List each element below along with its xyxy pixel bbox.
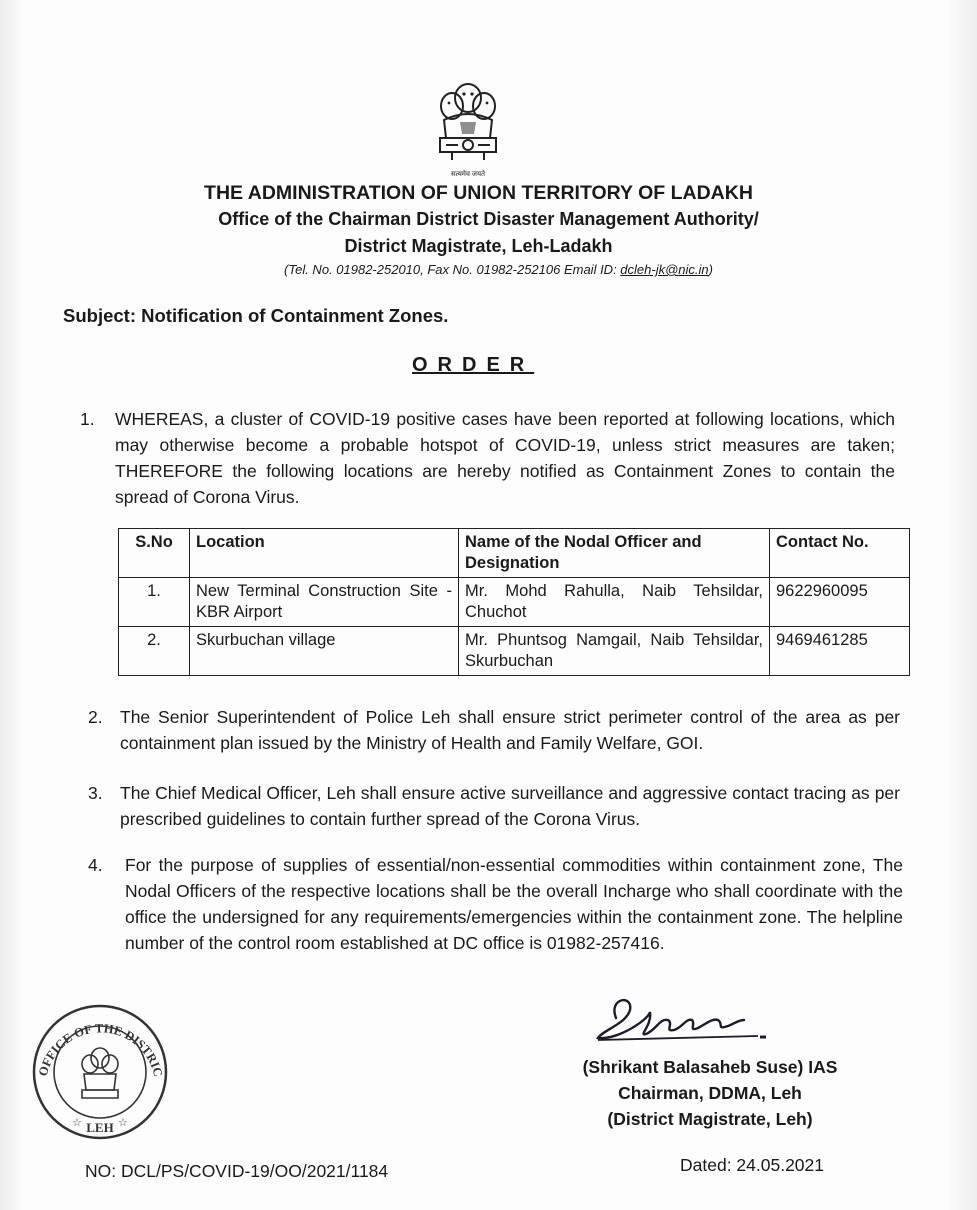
cell-sno: 1. <box>119 578 190 627</box>
cell-nodal-officer: Mr. Mohd Rahulla, Naib Tehsildar, Chuchot <box>459 578 770 627</box>
header-administration: THE ADMINISTRATION OF UNION TERRITORY OF LADAKH <box>204 182 753 204</box>
col-header-location: Location <box>190 529 459 578</box>
contact-close: ) <box>708 262 713 277</box>
paragraph-number: 1. <box>80 409 95 429</box>
header-office: Office of the Chairman District Disaster Management Authority/ <box>218 209 759 229</box>
cell-contact: 9622960095 <box>770 578 910 627</box>
paragraph-number: 3. <box>88 783 103 803</box>
svg-text:☆: ☆ <box>72 1116 82 1129</box>
subject-line: Subject: Notification of Containment Zones. <box>63 305 449 326</box>
order-title: ORDER <box>412 354 535 376</box>
paragraph-text: The Senior Superintendent of Police Leh shall ensure strict perimeter control of the area as per containment plan issued by the Ministry of Health and Family Welfare, GOI. <box>120 707 900 753</box>
order-number: NO: DCL/PS/COVID-19/OO/2021/1184 <box>85 1161 389 1181</box>
paragraph-4 <box>88 852 903 956</box>
cell-location: New Terminal Construction Site - KBR Airport <box>190 578 459 627</box>
paragraph-number: 4. <box>88 855 103 875</box>
cell-nodal-officer: Mr. Phuntsog Namgail, Naib Tehsildar, Skurbuchan <box>459 627 770 676</box>
seal-top-text: OFFICE OF THE DISTRIC <box>35 1021 166 1079</box>
paragraph-text: The Chief Medical Officer, Leh shall ensure active surveillance and aggressive contact tracing as per prescribed guidelines to contain further spread of the Corona Virus. <box>120 783 900 829</box>
paragraph-number: 2. <box>88 707 103 727</box>
handwritten-signature <box>578 990 768 1054</box>
table-row <box>119 578 910 627</box>
cell-contact: 9469461285 <box>770 627 910 676</box>
containment-zones-table <box>118 528 910 676</box>
table-row <box>119 627 910 676</box>
email-link[interactable]: dcleh-jk@nic.in <box>620 262 709 277</box>
seal-bottom-text: LEH <box>86 1120 114 1135</box>
col-header-sno: S.No <box>119 529 190 578</box>
signatory-title: Chairman, DDMA, Leh <box>618 1083 802 1103</box>
header-district-magistrate: District Magistrate, Leh-Ladakh <box>344 236 613 256</box>
table-header-row <box>119 529 910 578</box>
emblem-motto: सत्यमेव जयते <box>450 171 486 178</box>
national-emblem-icon <box>430 78 506 178</box>
paragraph-text: For the purpose of supplies of essential/non-essential commodities within containment zone, The Nodal Officers of the respective locations shall be the overall Incharge who shall coordinate with the office the undersigned for any requirements/emergencies within the containment zone. The helpline number of the control room established at DC office is 01982-257416. <box>125 855 903 953</box>
paragraph-2 <box>88 704 900 756</box>
paragraph-text: WHEREAS, a cluster of COVID-19 positive cases have been reported at following locations, which may otherwise become a probable hotspot of COVID-19, unless strict measures are taken; THEREFORE the following locations are hereby notified as Containment Zones to contain the spread of Corona Virus. <box>115 409 895 507</box>
paragraph-3 <box>88 780 900 832</box>
cell-location: Skurbuchan village <box>190 627 459 676</box>
paragraph-1 <box>80 406 895 510</box>
contact-details: (Tel. No. 01982-252010, Fax No. 01982-252106 Email ID: <box>284 262 621 277</box>
header-contact-line <box>10 262 977 277</box>
signatory-designation: (District Magistrate, Leh) <box>607 1109 813 1129</box>
order-date: Dated: 24.05.2021 <box>680 1155 825 1175</box>
office-seal-icon <box>28 1000 173 1145</box>
cell-sno: 2. <box>119 627 190 676</box>
col-header-contact: Contact No. <box>770 529 910 578</box>
signatory-name: (Shrikant Balasaheb Suse) IAS <box>582 1057 838 1077</box>
col-header-nodal-officer: Name of the Nodal Officer and Designation <box>459 529 770 578</box>
svg-text:☆: ☆ <box>118 1116 128 1129</box>
